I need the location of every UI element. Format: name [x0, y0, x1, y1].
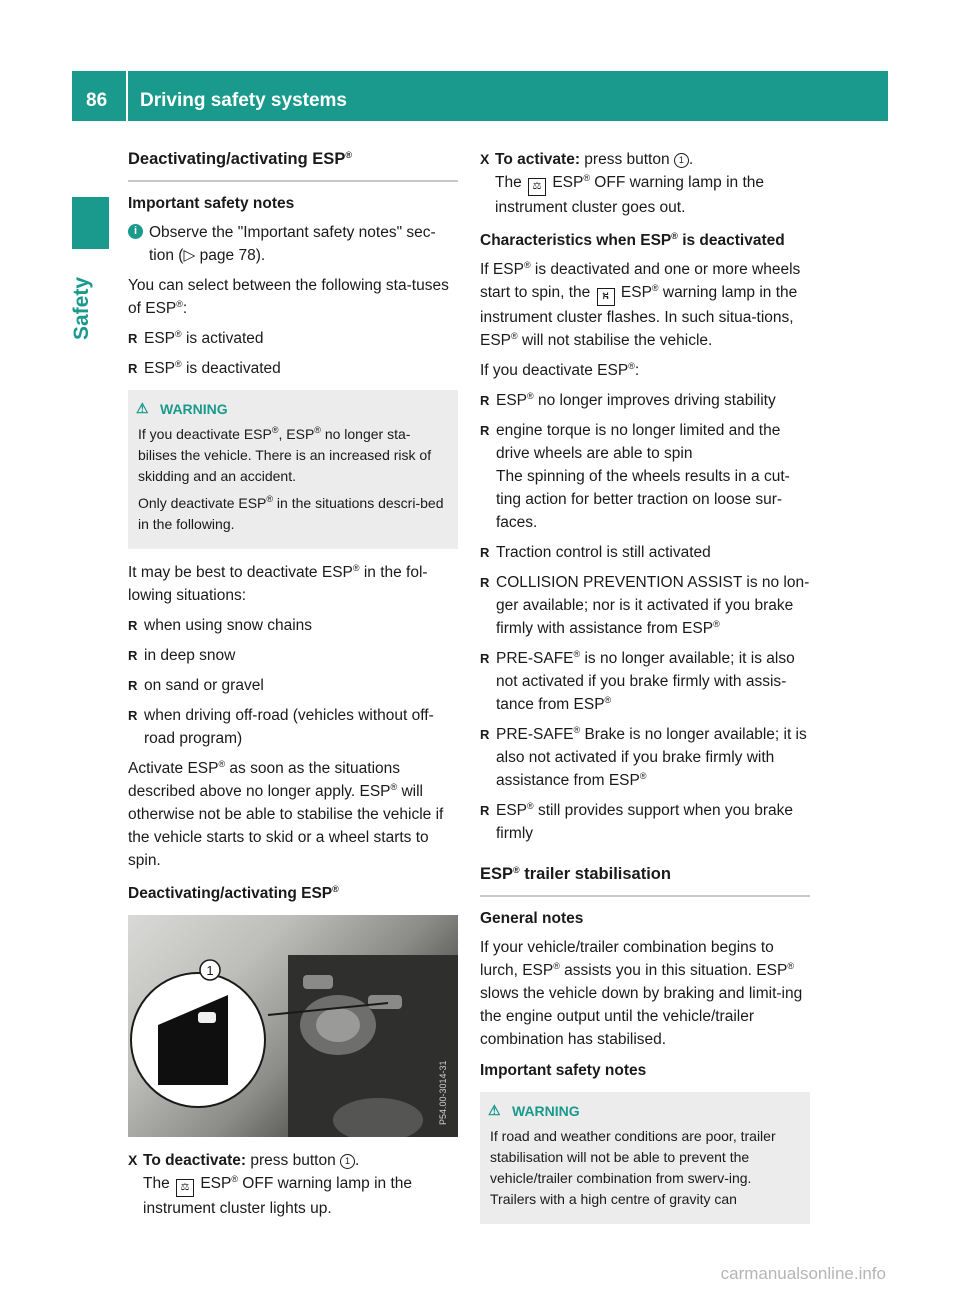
heading-deactivating-esp: Deactivating/activating ESP® — [128, 148, 458, 182]
select-status-text: You can select between the following sta-tuses of ESP®: — [128, 277, 449, 317]
callout-1-icon: 1 — [674, 153, 689, 168]
warning-text: If you deactivate ESP®, ESP® no longer sta-bilises the vehicle. There is an increased risk of skidding and an accident. — [138, 425, 432, 484]
right-column — [480, 148, 810, 1236]
warning-icon: ⚠ — [136, 400, 149, 416]
list-item: R ESP® is deactivated — [128, 357, 458, 380]
esp-warning-lamp-icon: ⛕ — [597, 288, 615, 306]
photo-code: P54.00-3014-31 — [438, 1060, 448, 1125]
esp-off-lamp-icon: ⚖ — [528, 178, 546, 196]
warning-title: ⚠ WARNING — [488, 1102, 580, 1119]
esp-off-lamp-icon: ⚖ — [176, 1179, 194, 1197]
list-item: R PRE-SAFE® Brake is no longer available; it is also not activated if you brake firmly with assistance from ESP® — [480, 723, 810, 792]
section-title: Driving safety systems — [140, 90, 347, 111]
characteristics-text: If ESP® is deactivated and one or more wheels start to spin, the ⛕ ESP® warning lamp in the instrument cluster flashes. In such situa-tions, ESP® will not stabilise the vehicle. — [480, 260, 801, 349]
info-icon: i — [128, 224, 143, 239]
heading-trailer-stabilisation: ESP® trailer stabilisation — [480, 863, 810, 897]
heading-characteristics: Characteristics when ESP® is deactivated — [480, 231, 785, 249]
watermark: carmanualsonline.info — [720, 1264, 886, 1283]
general-notes-text: If your vehicle/trailer combination begins to lurch, ESP® assists you in this situation. ESP® slows the vehicle down by braking and limit-ing the engine output until the vehicle/trailer combination has stabilised. — [480, 939, 803, 1048]
page-number: 86 — [86, 90, 108, 111]
warning-text: If road and weather conditions are poor, trailer stabilisation will not be able to prevent the vehicle/trailer combination from swerv-ing. Trailers with a high centre of gravity can — [490, 1128, 776, 1207]
step-deactivate: X To deactivate: press button 1 . The ⚖ ESP® OFF warning lamp in the instrument cluster lights up. — [128, 1149, 458, 1220]
step-activate: X To activate: press button 1 . The ⚖ ESP® OFF warning lamp in the instrument cluster goes out. — [480, 148, 810, 219]
info-note: i Observe the "Important safety notes" sec-tion (▷ page 78). — [128, 221, 458, 267]
list-item: R Traction control is still activated — [480, 541, 810, 564]
heading-general-notes: General notes — [480, 910, 584, 927]
heading-important-safety-notes: Important safety notes — [128, 195, 295, 212]
heading-important-safety-notes-2: Important safety notes — [480, 1062, 647, 1079]
list-item: R in deep snow — [128, 644, 458, 667]
list-item: R when driving off-road (vehicles without off-road program) — [128, 704, 458, 750]
list-item: R engine torque is no longer limited and the drive wheels are able to spin The spinning of the wheels results in a cut-ting action for better traction on loose sur-faces. — [480, 419, 810, 534]
situations-intro: It may be best to deactivate ESP® in the fol-lowing situations: — [128, 563, 428, 604]
side-tab-label: Safety — [70, 276, 93, 340]
list-item: R when using snow chains — [128, 614, 458, 637]
list-item: R ESP® no longer improves driving stability — [480, 389, 810, 412]
warning-box — [128, 390, 458, 549]
photo-callout-1: 1 — [206, 963, 214, 978]
list-item: R on sand or gravel — [128, 674, 458, 697]
side-tab-block — [72, 197, 109, 249]
warning-text: Only deactivate ESP® in the situations descri-bed in the following. — [138, 494, 444, 532]
warning-title: ⚠ WARNING — [136, 400, 228, 417]
list-item: R ESP® is activated — [128, 327, 458, 350]
activate-paragraph: Activate ESP® as soon as the situations described above no longer apply. ESP® will otherwise not be able to stabilise the vehicle if the vehicle starts to skid or a wheel starts to spin. — [128, 759, 444, 869]
left-column — [128, 148, 458, 1227]
characteristics-intro: If you deactivate ESP®: — [480, 361, 640, 379]
warning-box — [480, 1092, 810, 1224]
header-divider — [126, 71, 128, 121]
callout-1-icon: 1 — [340, 1154, 355, 1169]
photo-illustration — [128, 915, 458, 1137]
warning-icon: ⚠ — [488, 1102, 501, 1118]
esp-button-photo — [128, 915, 458, 1137]
heading-deactivating-esp-2: Deactivating/activating ESP® — [128, 884, 339, 902]
list-item: R ESP® still provides support when you brake firmly — [480, 799, 810, 845]
list-item: R PRE-SAFE® is no longer available; it is also not activated if you brake firmly with assis-tance from ESP® — [480, 647, 810, 716]
list-item: R COLLISION PREVENTION ASSIST is no lon-ger available; nor is it activated if you brake firmly with assistance from ESP® — [480, 571, 810, 640]
